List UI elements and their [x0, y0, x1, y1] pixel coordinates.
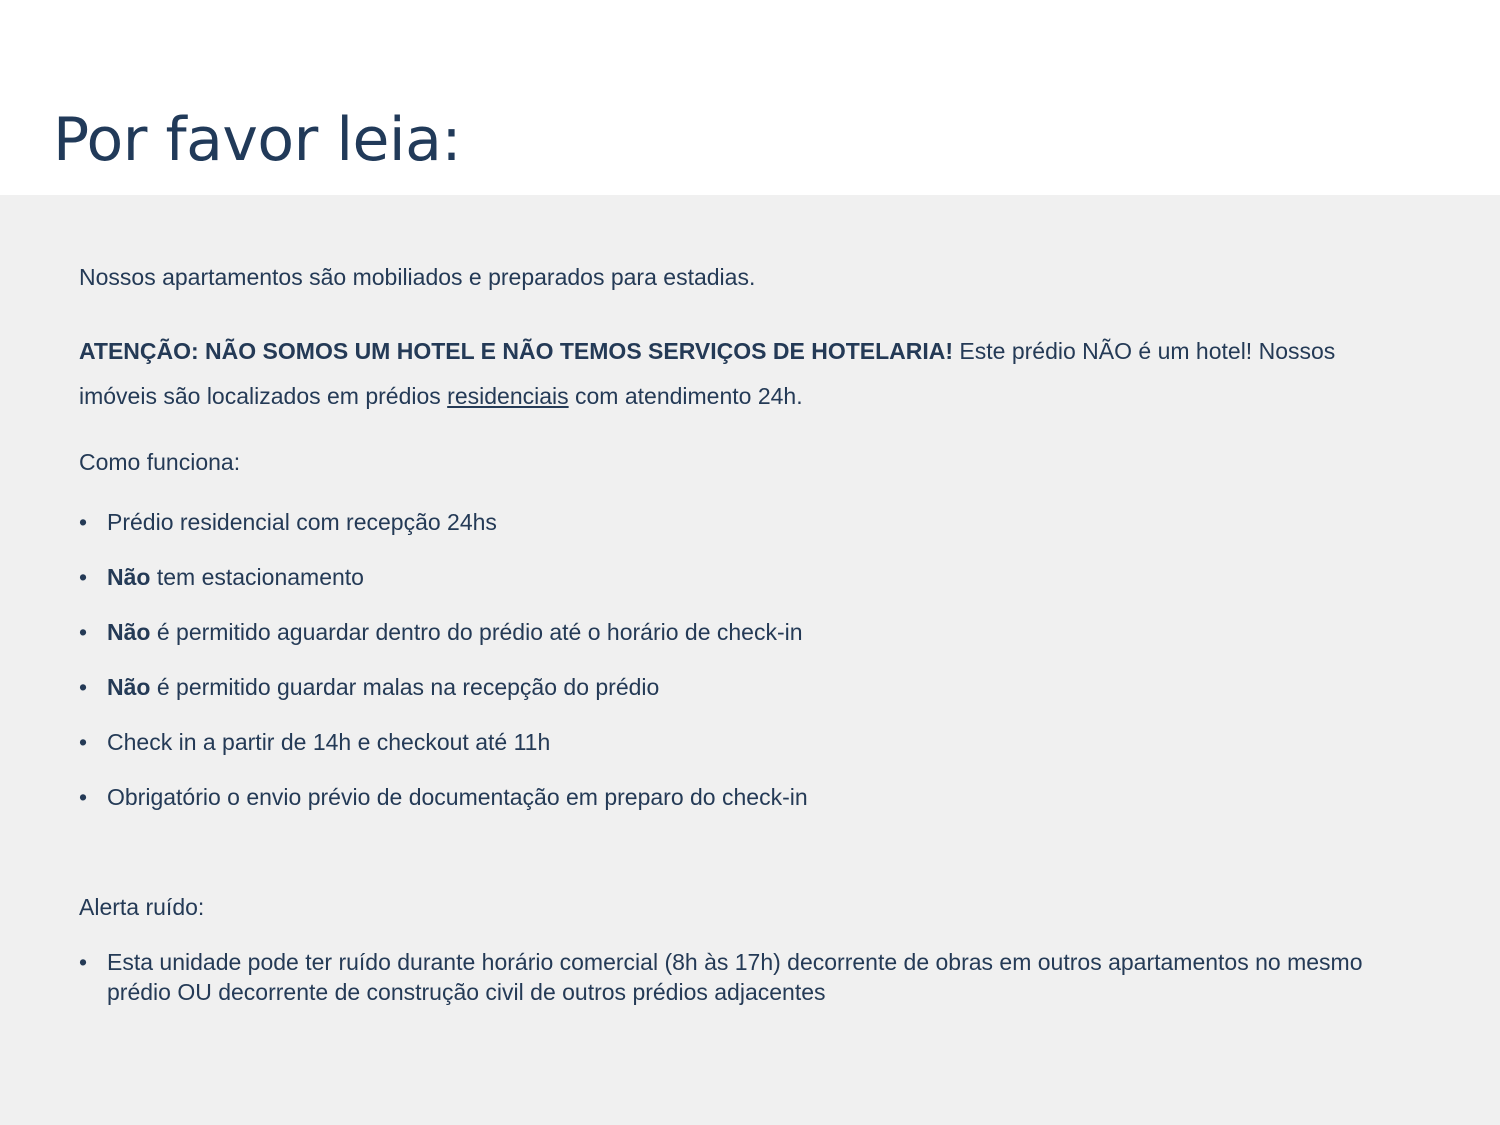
bullet-icon: •	[79, 729, 88, 755]
bullet-icon: •	[79, 509, 88, 535]
list-item	[79, 947, 1409, 1009]
how-it-works-heading: Como funciona:	[79, 449, 241, 475]
residential-underlined: residenciais	[447, 383, 569, 409]
attention-text-end: com atendimento 24h.	[568, 383, 803, 409]
attention-paragraph	[79, 329, 1399, 419]
list-item-text: Obrigatório o envio prévio de documentação em preparo do check-in	[107, 784, 808, 810]
slide-header	[0, 0, 1500, 195]
attention-bold-text: ATENÇÃO: NÃO SOMOS UM HOTEL E NÃO TEMOS SERVIÇOS DE HOTELARIA!	[79, 338, 954, 364]
list-item-text: Não é permitido guardar malas na recepção do prédio	[107, 674, 660, 700]
page-title: Por favor leia:	[53, 105, 462, 175]
list-item-text: Check in a partir de 14h e checkout até 11h	[107, 729, 551, 755]
slide-body	[0, 195, 1500, 1125]
list-item-text: Não é permitido aguardar dentro do prédio até o horário de check-in	[107, 619, 803, 645]
attention-text: Este prédio NÃO é um hotel! Nossos imóveis são localizados em prédios	[79, 338, 1336, 409]
bullet-icon: •	[79, 564, 88, 590]
intro-text: Nossos apartamentos são mobiliados e preparados para estadias.	[79, 264, 756, 290]
list-item-text: Não tem estacionamento	[107, 564, 364, 590]
bullet-icon: •	[79, 674, 88, 700]
list-item-text: Esta unidade pode ter ruído durante horário comercial (8h às 17h) decorrente de obras em outros apartamentos no mesmo prédio OU decorrente de construção civil de outros prédios adjacentes	[107, 949, 1363, 1005]
noise-alert-heading: Alerta ruído:	[79, 894, 205, 920]
bullet-icon: •	[79, 949, 88, 975]
list-item-text: Prédio residencial com recepção 24hs	[107, 509, 497, 535]
bullet-icon: •	[79, 784, 88, 810]
bullet-icon: •	[79, 619, 88, 645]
